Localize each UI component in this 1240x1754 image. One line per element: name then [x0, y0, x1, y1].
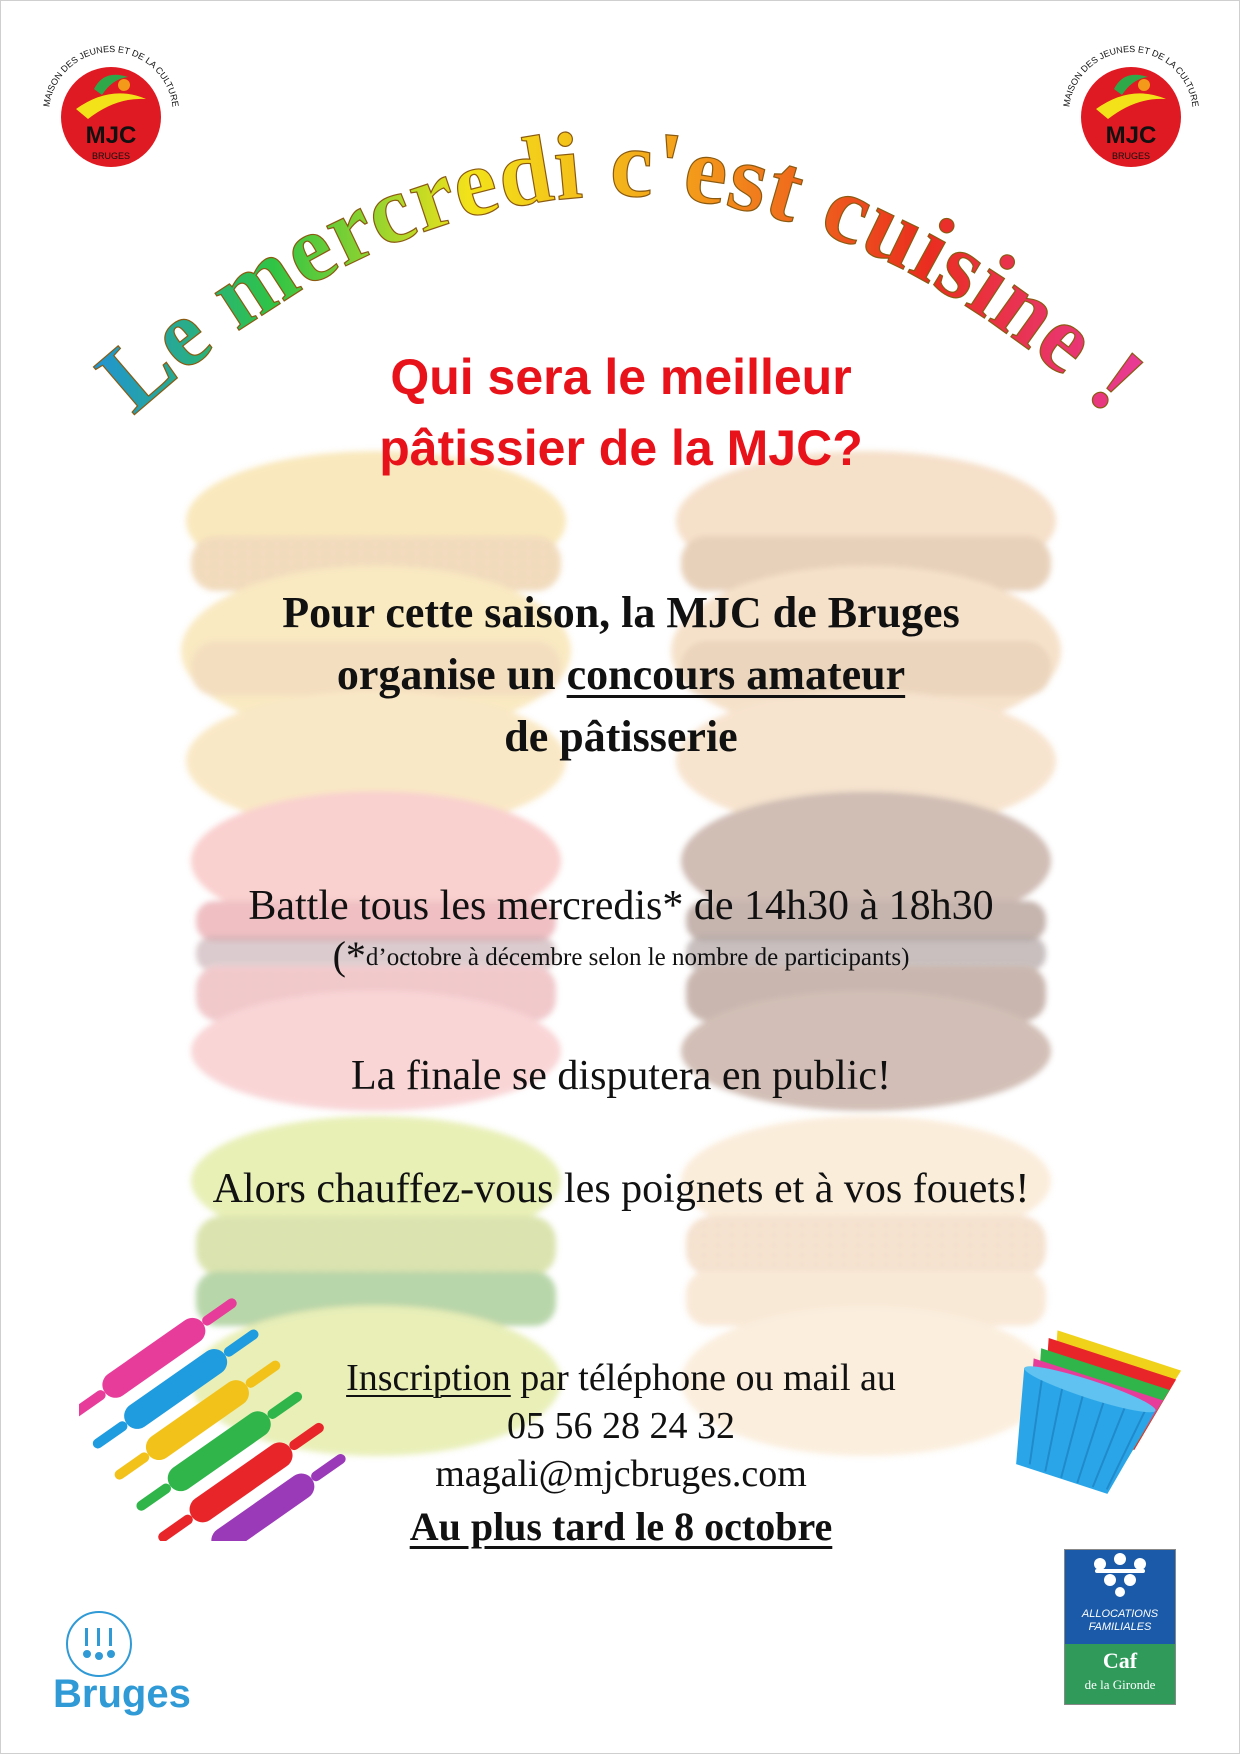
contest-type-text: concours amateur [566, 650, 906, 699]
finale-text: La finale se disputera en public! [351, 1053, 891, 1099]
footnote-paren: ( [332, 933, 346, 978]
contact-phone[interactable]: 05 56 28 24 32 [507, 1405, 735, 1447]
rolling-pins-icon [79, 1291, 359, 1541]
caf-logo [1064, 1549, 1176, 1705]
mjc-logo-ring-text: MAISON DES JEUNES ET DE LA CULTURE [1061, 43, 1201, 108]
caf-logo-line1: ALLOCATIONS [1081, 1608, 1159, 1620]
mjc-logo-city: BRUGES [91, 151, 131, 161]
intro-line-3: de pâtisserie [504, 712, 738, 761]
intro-line-2 [71, 644, 1171, 706]
heading-line-2: pâtissier de la MJC? [379, 420, 863, 476]
mjc-logo-name: MJC [85, 122, 137, 149]
intro-line-1: Pour cette saison, la MJC de Bruges [282, 588, 960, 637]
inscription-rest: par téléphone ou mail au [510, 1357, 896, 1399]
mjc-logo-ring-text: MAISON DES JEUNES ET DE LA CULTURE [41, 43, 181, 108]
deadline-value: Au plus tard le 8 octobre [409, 1504, 833, 1549]
battle-schedule: Battle tous les mercredis* de 14h30 à 18h30 [248, 883, 994, 929]
caf-logo-top [1065, 1550, 1175, 1644]
heading-line-1: Qui sera le meilleur [390, 349, 852, 405]
intro-line-2-prefix: organise un [336, 650, 567, 699]
page-title-text: Le mercredi c'est cuisine ! [77, 109, 1166, 432]
bruges-logo-text: Bruges [53, 1672, 191, 1716]
cupcake-molds-icon [996, 1306, 1196, 1506]
schedule-footnote [71, 933, 1171, 978]
contact-email[interactable]: magali@mjcbruges.com [435, 1453, 807, 1495]
footnote-star: * [345, 933, 366, 978]
caf-logo-icon [1065, 1550, 1175, 1600]
mjc-logo-name: MJC [1105, 122, 1157, 149]
caf-logo-line2: FAMILIALES [1088, 1621, 1152, 1633]
caf-logo-region: de la Gironde [1084, 1677, 1156, 1692]
caf-logo-bottom [1065, 1644, 1175, 1704]
caf-logo-name: Caf [1102, 1648, 1138, 1673]
footnote-text: d’octobre à décembre selon le nombre de participants) [365, 944, 910, 971]
motto-text: Alors chauffez-vous les poignets et à vos fouets! [212, 1166, 1030, 1212]
mjc-logo-city: BRUGES [1111, 151, 1151, 161]
inscription-label: Inscription [346, 1357, 511, 1399]
bruges-logo [41, 1606, 191, 1726]
